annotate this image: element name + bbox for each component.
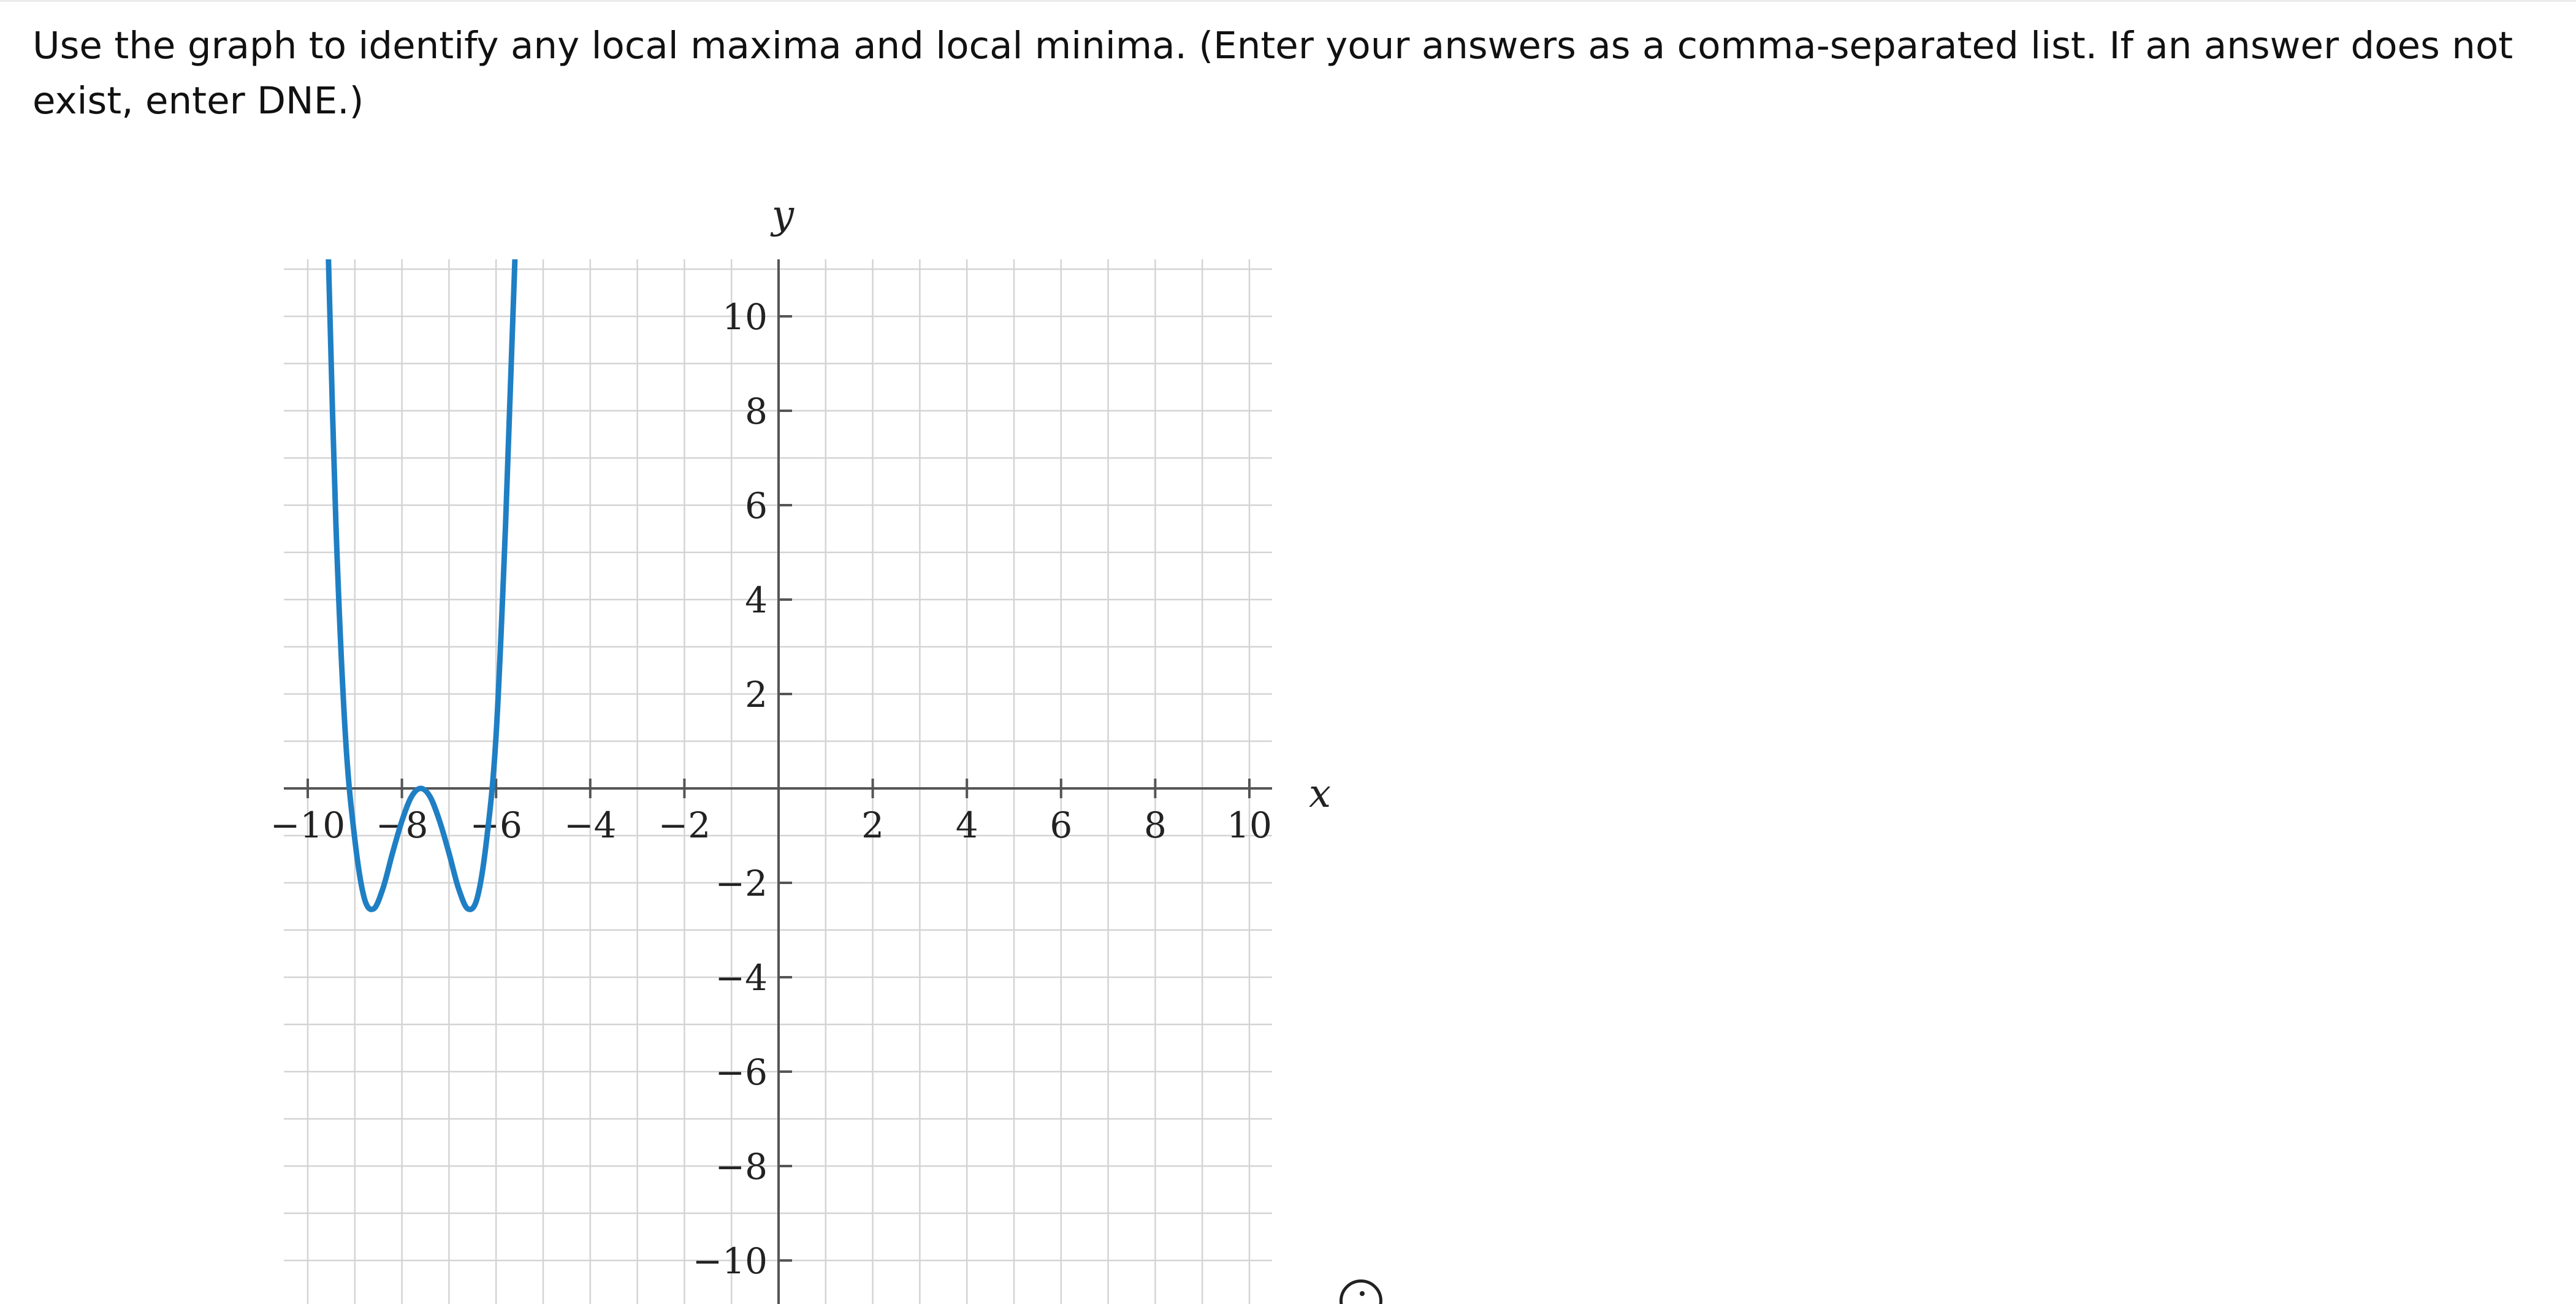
y-tick-label: −4 [715, 957, 768, 999]
axes [284, 259, 1272, 1304]
y-tick-label: 8 [745, 391, 768, 432]
x-axis-label: x [1309, 771, 1332, 817]
x-tick-label: −10 [270, 804, 346, 846]
x-tick-label: 2 [861, 804, 885, 846]
y-axis-label: y [771, 193, 795, 238]
y-tick-label: 4 [745, 579, 768, 621]
question-prompt: Use the graph to identify any local maxima and local minima. (Enter your answers as a comma-separated list. If an answer does not exist, enter DNE.) [32, 24, 2513, 123]
x-tick-label: −4 [564, 804, 617, 846]
x-tick-label: 8 [1143, 804, 1167, 846]
function-curve [329, 0, 560, 909]
x-tick-label: −8 [375, 804, 429, 846]
y-tick-label: −10 [692, 1240, 768, 1282]
y-tick-label: −8 [715, 1146, 768, 1188]
y-tick-label: −2 [715, 863, 768, 904]
x-tick-label: 10 [1227, 804, 1272, 846]
y-tick-label: −6 [715, 1051, 768, 1093]
x-tick-label: 6 [1050, 804, 1073, 846]
x-tick-label: 4 [955, 804, 978, 846]
x-tick-label: −6 [470, 804, 522, 846]
y-tick-label: 2 [745, 674, 768, 715]
x-tick-label: −2 [658, 804, 711, 846]
y-tick-label: 6 [745, 485, 768, 527]
curve [329, 0, 560, 909]
y-tick-label: 10 [722, 296, 768, 338]
